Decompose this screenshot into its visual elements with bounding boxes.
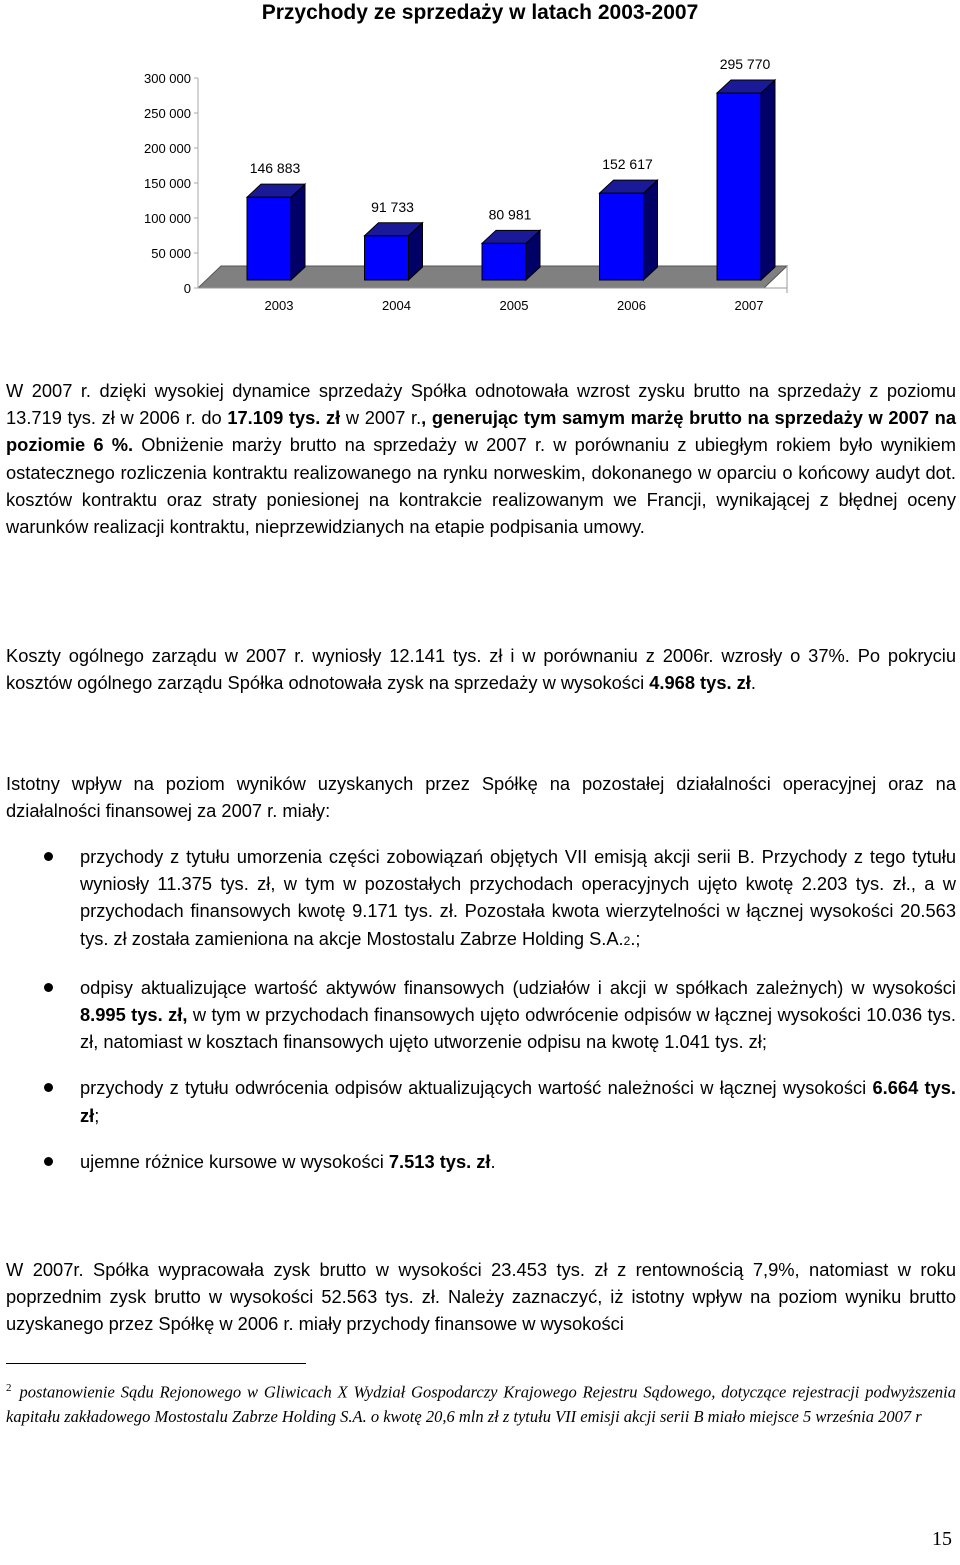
emphasis-text: 17.109 tys. zł [227,407,341,429]
list-item [6,843,956,955]
bullet-icon [44,1157,53,1166]
bar [717,93,761,280]
y-tick-label: 0 [183,281,191,296]
page-number: 15 [932,1528,952,1550]
text-run: 2 [623,933,631,948]
text-run: w 2007 r. [340,407,422,429]
text-run: Istotny wpływ na poziom wyników uzyskanych przez Spółkę na pozostałej działalności operacyjnej oraz na działalności finansowej za 2007 r. miały: [6,773,956,822]
footnote-divider [6,1363,306,1364]
emphasis-text: 7.513 tys. zł [388,1150,491,1172]
y-tick-label: 200 000 [144,141,191,156]
y-tick-label: 300 000 [144,71,191,86]
chart-plot [0,0,960,340]
paragraph-gross-result [6,1256,956,1338]
footnote [6,1376,956,1430]
text-run: w tym w przychodach finansowych ujęto odwrócenie odpisów w łącznej wysokości 10.036 tys. zł, natomiast w kosztach finansowych ujęto utworzenie odpisu na kwotę 1.041 tys. zł; [80,1004,956,1053]
paragraph-other-activity [6,770,956,824]
list-item [6,1148,956,1175]
list-item-text [80,977,956,1052]
bullet-icon [44,852,53,861]
data-label: 146 883 [249,160,301,177]
list-item [6,974,956,1056]
y-tick-label: 100 000 [144,211,191,226]
bar [247,197,291,280]
text-run: przychody z tytułu odwrócenia odpisów aktualizujących wartość należności w łącznej wysokości [80,1077,873,1099]
y-tick-label: 250 000 [144,106,191,121]
text-run: .; [630,927,641,949]
data-label: 91 733 [371,198,414,215]
x-tick-label: 2005 [499,298,529,313]
emphasis-text: 8.995 tys. zł, [80,1004,188,1026]
emphasis-text: 4.968 tys. zł [649,672,751,694]
x-tick-label: 2006 [617,298,646,313]
data-label: 152 617 [602,156,653,173]
bar [482,243,526,280]
bar [365,236,409,280]
x-tick-label: 2003 [264,298,294,313]
paragraph-overhead-costs [6,642,956,696]
paragraph-gross-profit [6,377,956,540]
impact-list [6,843,956,1194]
x-tick-label: 2004 [382,298,411,313]
list-item-text [80,846,956,949]
data-label: 80 981 [488,206,532,223]
text-run: . [750,672,756,694]
text-run: ; [94,1104,100,1126]
bar-side [291,184,305,280]
text-run: Koszty ogólnego zarządu w 2007 r. wyniosły 12.141 tys. zł i w porównaniu z 2006r. wzrosły o 37%. Po pokryciu kosztów ogólnego zarządu Spółka odnotowała zysk na sprzedaży w wysokości [6,645,956,694]
data-label: 295 770 [719,55,771,72]
footnote-text: postanowienie Sądu Rejonowego w Gliwicach X Wydział Gospodarczy Krajowego Rejestru Sądowego, dotyczące rejestracji podwyższenia kapitału zakładowego Mostostalu Zabrze Holding S.A. o kwotę 20,6 mln zł z tytułu VII emisji akcji serii B miało miejsce 5 września 2007 r [6,1382,956,1426]
footnote-marker: 2 [6,1382,12,1394]
sales-chart [0,0,960,340]
emphasis-text: 6.664 tys. zł [80,1077,957,1126]
text-run: Obniżenie marży brutto na sprzedaży w 2007 r. w porównaniu z ubiegłym rokiem było wynikiem ostatecznego rozliczenia kontraktu realizowanego na rynku norweskim, dokonanego w oparciu o końcowy audyt dot. kosztów kontraktu oraz straty poniesionej na kontrakcie realizowanym we Francji, wynikającej z błędnej oceny warunków realizacji kontraktu, nieprzewidzianych na etapie podpisania umowy. [6,434,956,538]
text-run: ujemne różnice kursowe w wysokości [80,1150,389,1172]
text-run: przychody z tytułu umorzenia części zobowiązań objętych VII emisją akcji serii B. Przychody z tego tytułu wyniosły 11.375 tys. zł, w tym w pozostałych przychodach operacyjnych ujęto kwotę 2.203 tys. zł., a w przychodach finansowych kwotę 9.171 tys. zł. Pozostała kwota wierzytelności w łącznej wysokości 20.563 tys. zł została zamieniona na akcje Mostostalu Zabrze Holding S.A. [80,846,956,949]
text-run: W 2007r. Spółka wypracowała zysk brutto w wysokości 23.453 tys. zł z rentownością 7,9%, natomiast w roku poprzednim zysk brutto w wysokości 52.563 tys. zł. Należy zaznaczyć, iż istotny wpływ na poziom wyniku brutto uzyskanego przez Spółkę w 2006 r. miały przychody finansowe w wysokości [6,1259,956,1335]
list-item [6,1074,956,1128]
bullet-icon [44,983,53,992]
list-item-text [80,1077,956,1125]
bar-side [644,180,658,280]
list-item-text [80,1151,496,1172]
x-tick-label: 2007 [734,298,764,313]
y-tick-label: 50 000 [151,246,191,261]
bullet-icon [44,1083,53,1092]
bar [600,193,644,280]
y-tick-label: 150 000 [144,176,191,191]
text-run: W 2007 r. dzięki wysokiej dynamice sprzedaży Spółka odnotowała wzrost zysku brutto na sprzedaży z poziomu 13.719 tys. zł w 2006 r. do [6,380,956,429]
text-run: odpisy aktualizujące wartość aktywów finansowych (udziałów i akcji w spółkach zależnych) w wysokości [80,976,956,998]
text-run: . [490,1150,496,1172]
bar-side [761,80,775,280]
emphasis-text: , generując tym samym marżę brutto na sprzedaży w 2007 na poziomie 6 %. [6,407,956,456]
chart-title: Przychody ze sprzedaży w latach 2003-2007 [261,1,699,24]
